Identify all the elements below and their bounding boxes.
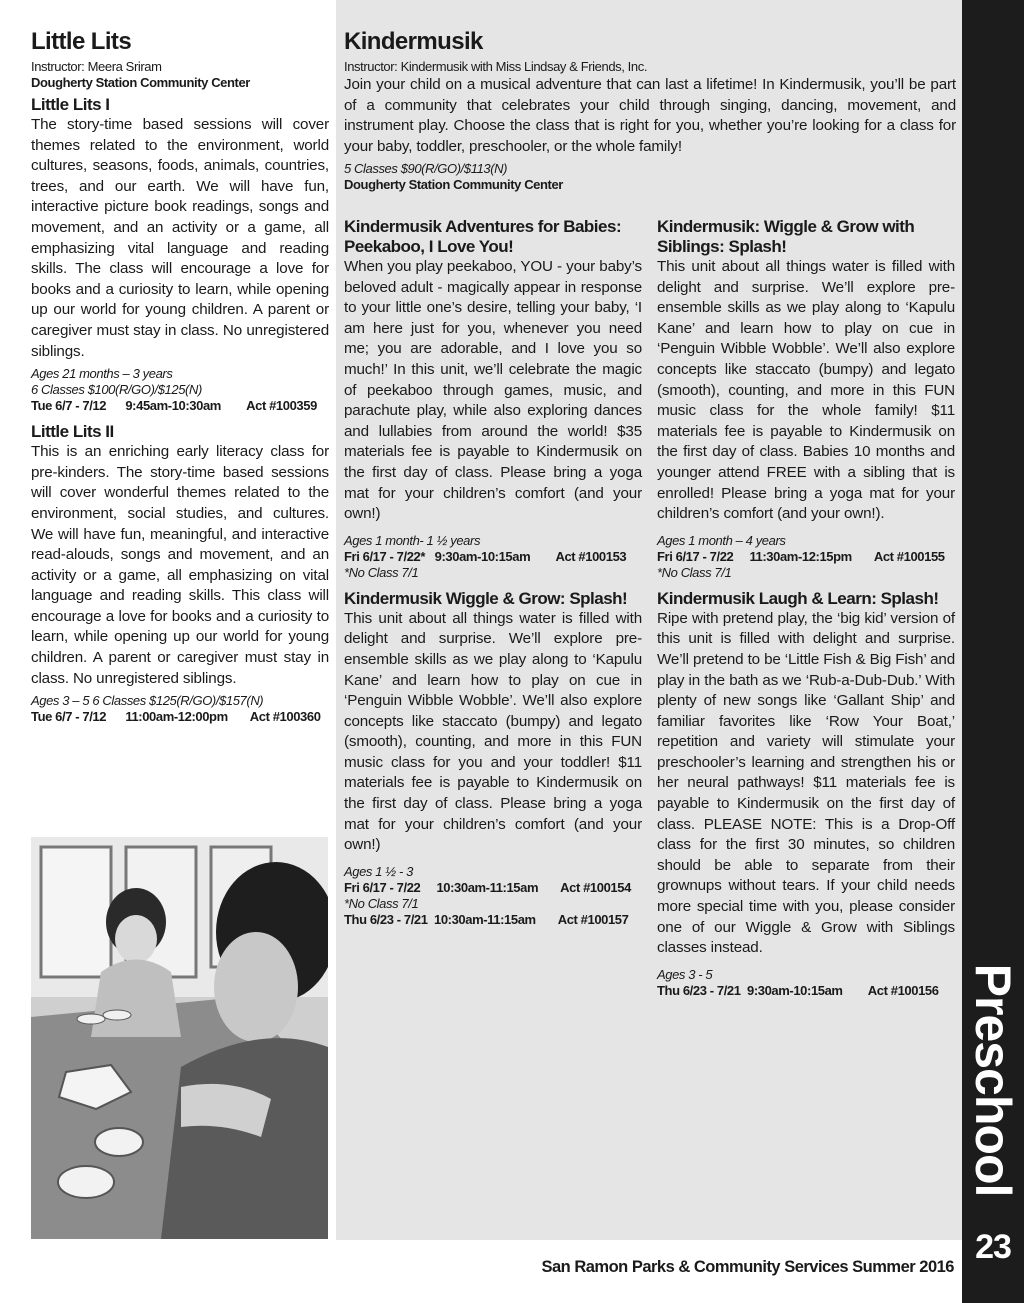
ages-line: Ages 1 month – 4 years [657, 532, 786, 548]
location-line: Dougherty Station Community Center [344, 177, 563, 193]
ages-line: Ages 3 - 5 [657, 966, 713, 982]
fees-line: 5 Classes $90(R/GO)/$113(N) [344, 161, 508, 177]
ages-fees-line: Ages 3 – 5 6 Classes $125(R/GO)/$157(N) [31, 693, 264, 709]
little-lits-2-description: This is an enriching early literacy class for pre-kinders. The story-time based sessions will cover wonderful themes related to the environment, social studies, and cultures. We will have fun, meaningful, and interactive read-alouds, songs and movement, and an activity or a game, all emphasizing on vital language and reading skills. This class will encourage a love for books and a curiosity to learn, while opening up our world for young children. A parent or caregiver must stay in class. No unregistered siblings. [31, 443, 329, 687]
babies-class-description: When you play peekaboo, YOU - your baby’s beloved adult - magically appear in response to your little one’s desire, telling your baby, ‘I am here just for you, whenever you need me; you are adorable, and I love you so much!’ In this unit, we’ll celebrate the magic of peekaboo through games, music, and parachute play, while also exploring dances and lullabies from around the world! $35 materials fee is payable to Kindermusik on the first day of class. Please bring a yoga mat for your children’s comfort (and your own!) [344, 258, 642, 523]
no-class-note: *No Class 7/1 [344, 564, 419, 580]
little-lits-1-title: Little Lits I [31, 95, 110, 114]
ages-line: Ages 1 ½ - 3 [344, 863, 413, 879]
little-lits-title: Little Lits [31, 28, 132, 55]
little-lits-1-description: The story-time based sessions will cover themes related to the environment, world cultures, seasons, foods, animals, countries, trees, and our earth. We will have fun, interactive picture book readings, songs and movement, and an activity or a game, all emphasizing vital language and reading skills. The class will encourage a love for books and a curiosity to learn, while opening up our world for young children. A parent or caregiver must stay in class. No unregistered siblings. [31, 116, 329, 360]
wiggle-grow-title: Kindermusik Wiggle & Grow: Splash! [344, 588, 628, 608]
ages-line: Ages 21 months – 3 years [31, 366, 173, 382]
laugh-learn-description: Ripe with pretend play, the ‘big kid’ version of this unit is filled with delight and surprise. We’ll pretend to be ‘Little Fish & Big Fish’ and play in the bath as we ‘Rub-a-Dub-Dub.’ With plenty of new songs like ‘Gallant Ship’ and familiar favorites like ‘Row Your Boat,’ repetition and variety will stimulate your preschooler’s learning and strengthen his or her neural pathways! $11 materials fee is payable to Kindermusik on the first day of class. PLEASE NOTE: This is a Drop-Off class for the first 30 minutes, so children should be able to separate from their grownups without tears. If your child needs more special time with you, please consider one of our Wiggle & Grow with Siblings classes instead. [657, 609, 955, 957]
laugh-learn-title: Kindermusik Laugh & Learn: Splash! [657, 588, 939, 608]
no-class-note: *No Class 7/1 [657, 564, 732, 580]
little-lits-2-title: Little Lits II [31, 422, 114, 442]
kindermusik-intro: Join your child on a musical adventure that can last a lifetime! In Kindermusik, you’ll be part of a community that celebrates your child through singing, dancing, movement, and instrument play. Choose the class that is right for you, whether you’re looking for a class for your baby, toddler, preschooler, or the whole family! [344, 76, 956, 155]
kindermusik-header [344, 28, 956, 193]
page-number: 23 [975, 1228, 1011, 1266]
fees-line: 6 Classes $100(R/GO)/$125(N) [31, 382, 202, 398]
no-class-note: *No Class 7/1 [344, 895, 419, 911]
wiggle-grow-description: This unit about all things water is filled with delight and surprise. We’ll explore pre-ensemble skills as we play along to ‘Kapulu Kane’ and learn how to play on cue in ‘Penguin Wibble Wobble’. We’ll also explore concepts like staccato (bumpy) and legato (smooth), counting, and more in this FUN music class for you and your toddler! $11 materials fee is payable to Kindermusik on the first day of class. Please bring a yoga mat for your children’s comfort (and your own!) [344, 609, 642, 854]
schedule-line: Tue 6/7 - 7/12 11:00am-12:00pm Act #100360 [31, 709, 321, 725]
kindermusik-title: Kindermusik [344, 28, 483, 55]
schedule-line: Tue 6/7 - 7/12 9:45am-10:30am Act #100359 [31, 398, 317, 414]
little-lits-column [31, 28, 329, 725]
page-footer: San Ramon Parks & Community Services Summer 2016 [541, 1258, 954, 1276]
schedule-line: Thu 6/23 - 7/21 10:30am-11:15am Act #100157 [344, 911, 629, 927]
children-activity-photo [31, 837, 328, 1239]
photo-illustration [31, 837, 328, 1239]
instructor-line: Instructor: Meera Sriram [31, 59, 162, 74]
kindermusik-column-right [657, 217, 955, 999]
schedule-line: Fri 6/17 - 7/22 11:30am-12:15pm Act #100155 [657, 548, 945, 564]
section-label: Preschool [965, 963, 1021, 1197]
schedule-line: Fri 6/17 - 7/22 10:30am-11:15am Act #100154 [344, 879, 631, 895]
siblings-class-title: Kindermusik: Wiggle & Grow with Siblings: Splash! [657, 217, 915, 256]
location-line: Dougherty Station Community Center [31, 75, 250, 90]
babies-class-title: Kindermusik Adventures for Babies: Peekaboo, I Love You! [344, 217, 622, 256]
schedule-line: Fri 6/17 - 7/22* 9:30am-10:15am Act #100153 [344, 548, 627, 564]
instructor-line: Instructor: Kindermusik with Miss Lindsay & Friends, Inc. [344, 59, 648, 74]
schedule-line: Thu 6/23 - 7/21 9:30am-10:15am Act #100156 [657, 982, 939, 998]
kindermusik-column-left [344, 217, 642, 928]
ages-line: Ages 1 month- 1 ½ years [344, 532, 481, 548]
siblings-class-description: This unit about all things water is filled with delight and surprise. We’ll explore pre-ensemble skills as we play along to ‘Kapulu Kane’ and learn how to play on cue in ‘Penguin Wibble Wobble’. We’ll also explore concepts like staccato (bumpy) and legato (smooth), counting, and more in this FUN music class for the whole family! $11 materials fee is payable to Kindermusik on the first day of class. Babies 10 months and younger attend FREE with a sibling that is enrolled! Please bring a yoga mat for your children’s comfort (and your own!). [657, 258, 955, 523]
